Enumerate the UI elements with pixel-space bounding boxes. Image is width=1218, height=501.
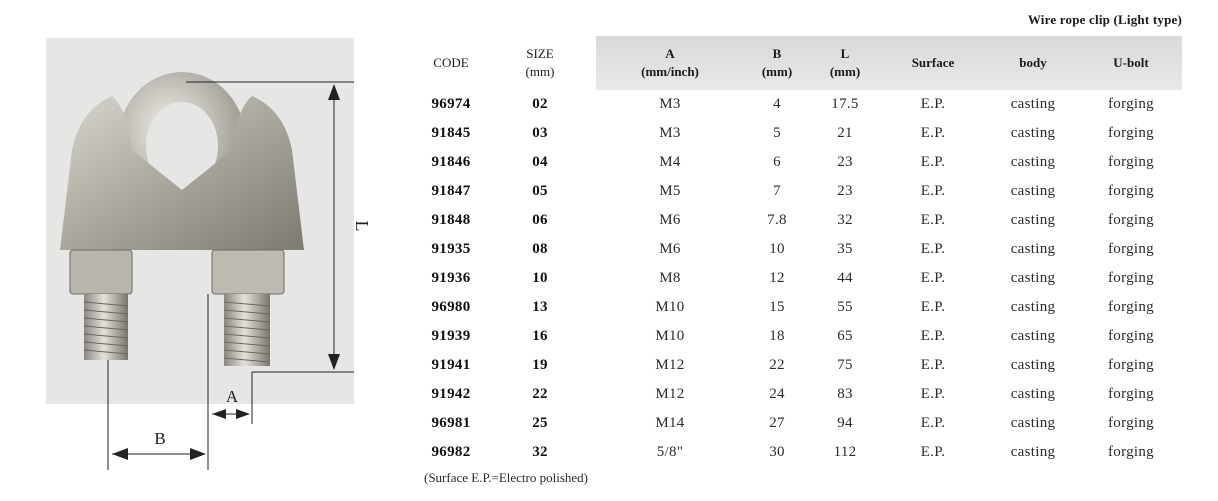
cell-code: 91935 bbox=[431, 241, 471, 257]
cell-body: casting bbox=[1010, 270, 1056, 286]
cell-a: M12 bbox=[655, 386, 685, 402]
spec-table bbox=[418, 36, 1182, 467]
cell-body: casting bbox=[1010, 125, 1056, 141]
cell-code: 96974 bbox=[431, 96, 471, 112]
cell-u-bolt: forging bbox=[1108, 357, 1154, 373]
cell-a: M14 bbox=[655, 415, 685, 431]
header-b-unit: (mm) bbox=[761, 64, 793, 79]
cell-a: M6 bbox=[659, 212, 681, 228]
table-row bbox=[418, 264, 1182, 293]
cell-surface: E.P. bbox=[920, 183, 946, 199]
header-size bbox=[484, 36, 596, 90]
nut-right bbox=[212, 250, 284, 294]
cell-l: 44 bbox=[837, 270, 853, 286]
cell-surface: E.P. bbox=[920, 357, 946, 373]
table-row bbox=[418, 90, 1182, 119]
header-size-label: SIZE bbox=[526, 46, 554, 61]
cell-u-bolt: forging bbox=[1108, 444, 1154, 460]
table-row bbox=[418, 380, 1182, 409]
cell-a: M4 bbox=[659, 154, 681, 170]
cell-b: 5 bbox=[773, 125, 781, 141]
cell-surface: E.P. bbox=[920, 444, 946, 460]
cell-l: 83 bbox=[837, 386, 853, 402]
cell-size: 25 bbox=[532, 415, 548, 431]
surface-note: (Surface E.P.=Electro polished) bbox=[424, 470, 589, 485]
table-row bbox=[418, 351, 1182, 380]
cell-b: 22 bbox=[769, 357, 785, 373]
cell-size: 04 bbox=[532, 154, 548, 170]
cell-surface: E.P. bbox=[920, 154, 946, 170]
cell-l: 32 bbox=[837, 212, 853, 228]
cell-code: 91942 bbox=[431, 386, 471, 402]
table-header-row bbox=[418, 36, 1182, 90]
cell-body: casting bbox=[1010, 328, 1056, 344]
cell-a: M3 bbox=[659, 125, 681, 141]
cell-a: 5/8" bbox=[656, 444, 684, 460]
cell-u-bolt: forging bbox=[1108, 125, 1154, 141]
cell-u-bolt: forging bbox=[1108, 154, 1154, 170]
cell-size: 32 bbox=[532, 444, 548, 460]
cell-surface: E.P. bbox=[920, 212, 946, 228]
cell-size: 10 bbox=[532, 270, 548, 286]
cell-body: casting bbox=[1010, 96, 1056, 112]
cell-body: casting bbox=[1010, 357, 1056, 373]
cell-size: 22 bbox=[532, 386, 548, 402]
header-b-label: B bbox=[772, 46, 782, 61]
nut-left bbox=[70, 250, 132, 294]
cell-b: 30 bbox=[769, 444, 785, 460]
header-code-label: CODE bbox=[433, 55, 469, 70]
cell-u-bolt: forging bbox=[1108, 415, 1154, 431]
table-row bbox=[418, 206, 1182, 235]
header-a bbox=[596, 36, 744, 90]
table-row bbox=[418, 409, 1182, 438]
cell-a: M10 bbox=[655, 299, 685, 315]
cell-surface: E.P. bbox=[920, 241, 946, 257]
cell-b: 7 bbox=[773, 183, 781, 199]
table-row bbox=[418, 177, 1182, 206]
table-row bbox=[418, 119, 1182, 148]
header-b bbox=[744, 36, 810, 90]
header-l bbox=[810, 36, 880, 90]
label-l: L bbox=[352, 220, 372, 232]
header-code bbox=[418, 36, 484, 90]
cell-surface: E.P. bbox=[920, 96, 946, 112]
cell-body: casting bbox=[1010, 415, 1056, 431]
cell-body: casting bbox=[1010, 212, 1056, 228]
cell-b: 7.8 bbox=[767, 212, 787, 228]
cell-b: 6 bbox=[773, 154, 781, 170]
cell-b: 12 bbox=[769, 270, 785, 286]
cell-l: 35 bbox=[837, 241, 853, 257]
header-body-label: body bbox=[1019, 55, 1047, 70]
table-row bbox=[418, 235, 1182, 264]
cell-l: 23 bbox=[837, 183, 853, 199]
cell-body: casting bbox=[1010, 154, 1056, 170]
cell-l: 17.5 bbox=[831, 96, 859, 112]
cell-l: 94 bbox=[837, 415, 853, 431]
cell-body: casting bbox=[1010, 386, 1056, 402]
cell-u-bolt: forging bbox=[1108, 328, 1154, 344]
cell-l: 23 bbox=[837, 154, 853, 170]
cell-body: casting bbox=[1010, 183, 1056, 199]
header-u-bolt-label: U-bolt bbox=[1113, 55, 1149, 70]
arrow-b-right bbox=[190, 448, 206, 460]
cell-surface: E.P. bbox=[920, 415, 946, 431]
cell-code: 96982 bbox=[431, 444, 471, 460]
table-row bbox=[418, 293, 1182, 322]
cell-a: M10 bbox=[655, 328, 685, 344]
cell-surface: E.P. bbox=[920, 328, 946, 344]
cell-b: 15 bbox=[769, 299, 785, 315]
cell-u-bolt: forging bbox=[1108, 183, 1154, 199]
arrow-a-left bbox=[212, 409, 226, 419]
table-body bbox=[418, 90, 1182, 467]
cell-a: M5 bbox=[659, 183, 681, 199]
cell-b: 10 bbox=[769, 241, 785, 257]
label-b: B bbox=[154, 429, 166, 448]
cell-code: 91848 bbox=[431, 212, 471, 228]
cell-code: 91941 bbox=[431, 357, 471, 373]
cell-b: 4 bbox=[773, 96, 781, 112]
cell-code: 91936 bbox=[431, 270, 471, 286]
cell-code: 91847 bbox=[431, 183, 471, 199]
cell-size: 13 bbox=[532, 299, 548, 315]
cell-a: M6 bbox=[659, 241, 681, 257]
table-row bbox=[418, 148, 1182, 177]
cell-surface: E.P. bbox=[920, 299, 946, 315]
cell-u-bolt: forging bbox=[1108, 96, 1154, 112]
cell-body: casting bbox=[1010, 241, 1056, 257]
cell-b: 24 bbox=[769, 386, 785, 402]
cell-l: 112 bbox=[833, 444, 857, 460]
cell-size: 02 bbox=[532, 96, 548, 112]
cell-a: M8 bbox=[659, 270, 681, 286]
arrow-a-right bbox=[236, 409, 250, 419]
cell-body: casting bbox=[1010, 444, 1056, 460]
cell-l: 21 bbox=[837, 125, 853, 141]
wire-rope-clip-illustration bbox=[0, 0, 400, 496]
cell-a: M3 bbox=[659, 96, 681, 112]
cell-size: 16 bbox=[532, 328, 548, 344]
cell-size: 19 bbox=[532, 357, 548, 373]
table-row bbox=[418, 438, 1182, 467]
cell-l: 55 bbox=[837, 299, 853, 315]
cell-u-bolt: forging bbox=[1108, 212, 1154, 228]
bolt-right bbox=[224, 294, 270, 366]
header-u-bolt bbox=[1080, 36, 1182, 90]
cell-surface: E.P. bbox=[920, 270, 946, 286]
cell-u-bolt: forging bbox=[1108, 270, 1154, 286]
cell-b: 18 bbox=[769, 328, 785, 344]
cell-size: 05 bbox=[532, 183, 548, 199]
label-a: A bbox=[225, 387, 239, 406]
header-a-unit: (mm/inch) bbox=[641, 64, 699, 79]
cell-surface: E.P. bbox=[920, 125, 946, 141]
cell-b: 27 bbox=[769, 415, 785, 431]
cell-code: 96981 bbox=[431, 415, 471, 431]
cell-size: 03 bbox=[532, 125, 548, 141]
header-size-unit: (mm) bbox=[525, 64, 555, 79]
cell-body: casting bbox=[1010, 299, 1056, 315]
product-photo-area bbox=[0, 0, 400, 496]
cell-u-bolt: forging bbox=[1108, 386, 1154, 402]
arrow-b-left bbox=[112, 448, 128, 460]
cell-code: 96980 bbox=[431, 299, 471, 315]
cell-code: 91845 bbox=[431, 125, 471, 141]
cell-size: 08 bbox=[532, 241, 548, 257]
table-row bbox=[418, 322, 1182, 351]
header-l-label: L bbox=[840, 46, 850, 61]
header-surface bbox=[880, 36, 986, 90]
cell-size: 06 bbox=[532, 212, 548, 228]
cell-u-bolt: forging bbox=[1108, 299, 1154, 315]
header-surface-label: Surface bbox=[911, 55, 955, 70]
header-l-unit: (mm) bbox=[829, 64, 861, 79]
cell-code: 91846 bbox=[431, 154, 471, 170]
product-title: Wire rope clip (Light type) bbox=[1027, 12, 1182, 27]
cell-l: 75 bbox=[837, 357, 853, 373]
header-a-label: A bbox=[665, 46, 675, 61]
header-body bbox=[986, 36, 1080, 90]
cell-code: 91939 bbox=[431, 328, 471, 344]
cell-u-bolt: forging bbox=[1108, 241, 1154, 257]
cell-a: M12 bbox=[655, 357, 685, 373]
cell-surface: E.P. bbox=[920, 386, 946, 402]
cell-l: 65 bbox=[837, 328, 853, 344]
